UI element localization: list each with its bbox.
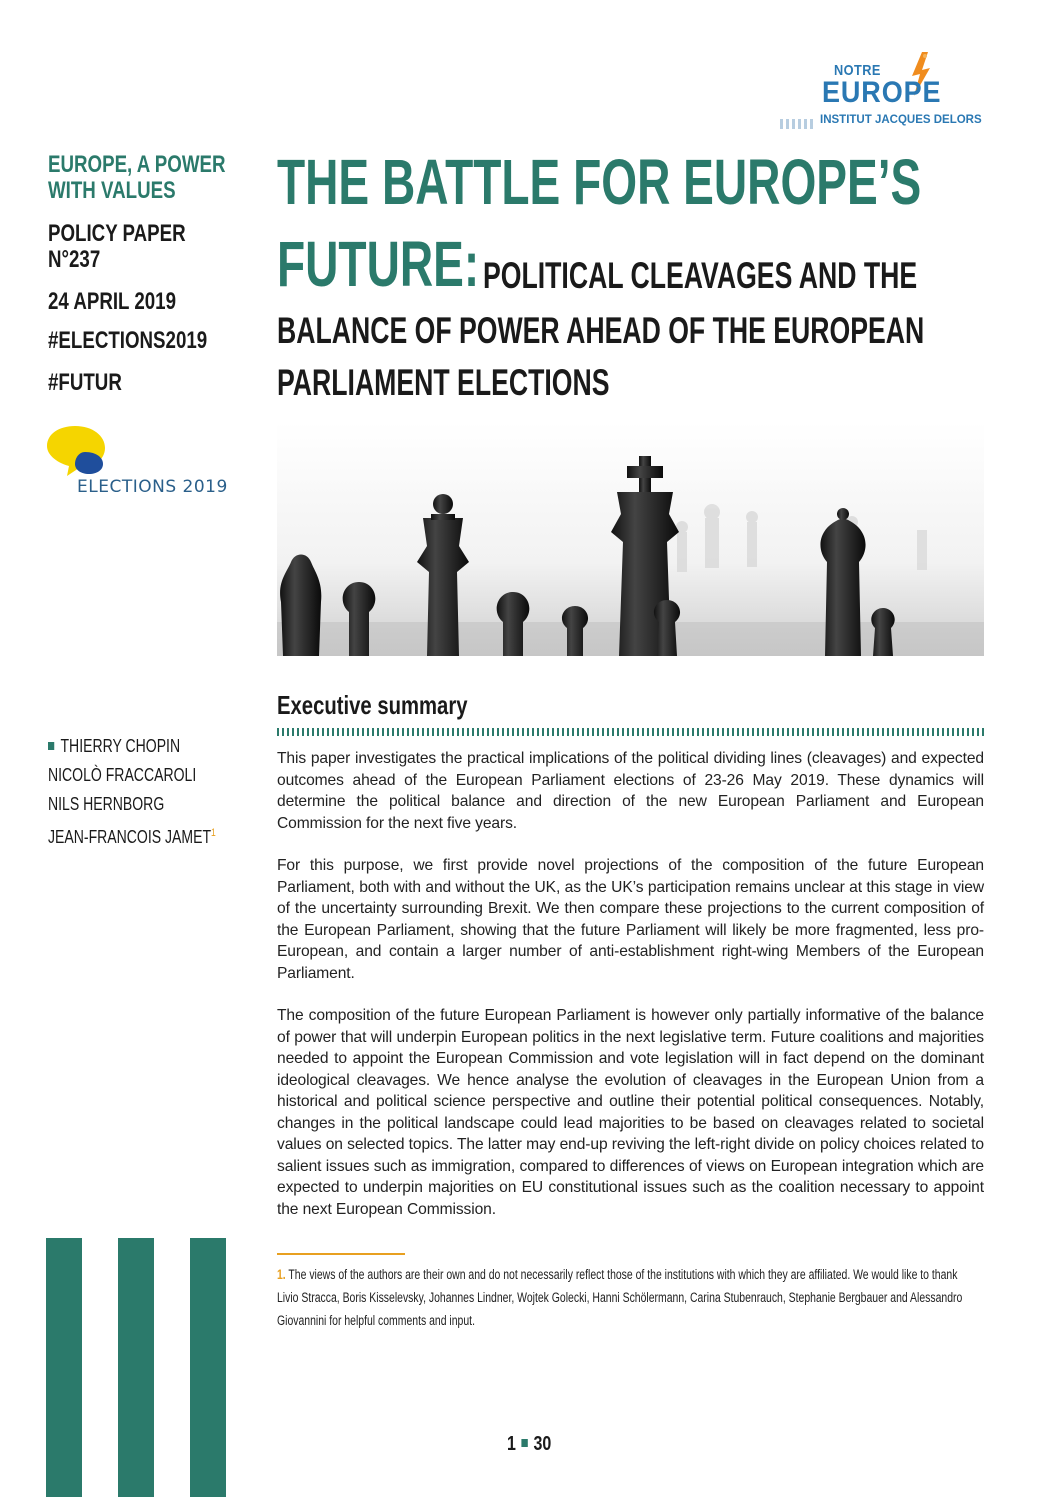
notre-europe-logo — [780, 50, 1030, 135]
footnote-rule — [277, 1253, 405, 1255]
summary-paragraph: This paper investigates the practical implications of the political dividing lines (cleavages) and expected outcomes ahead of the European Parliament elections of 23-26 May 2019. These dynamics will determine the political balance and direction of the new European Parliament and European Commission for the next five years. — [277, 750, 984, 832]
author-item: NICOLÒ FRACCAROLI — [48, 765, 197, 785]
chess-pieces-image — [277, 422, 984, 656]
title-line-2: FUTURE: — [277, 228, 480, 300]
author-item: NILS HERNBORG — [48, 794, 165, 814]
doc-type-line-2: N°237 — [48, 246, 101, 273]
page-number — [507, 1433, 551, 1456]
hashtag-elections: #ELECTIONS2019 — [48, 327, 208, 354]
footnote — [277, 1263, 979, 1332]
elections-2019-logo — [45, 424, 245, 504]
executive-summary-body — [277, 748, 984, 1241]
footnote-number: 1. — [277, 1267, 286, 1282]
author-list — [48, 732, 263, 848]
elections-label: ELECTIONS 2019 — [77, 477, 228, 497]
doc-type — [48, 221, 186, 273]
bullet-square-icon — [48, 742, 54, 750]
author-item: THIERRY CHOPIN — [48, 732, 216, 761]
subtitle-line-2: BALANCE OF POWER AHEAD OF THE EUROPEAN — [277, 310, 925, 351]
series-title — [48, 151, 226, 204]
publication-date: 24 APRIL 2019 — [48, 288, 177, 315]
series-line-1: EUROPE, A POWER — [48, 151, 226, 178]
dotted-divider — [277, 728, 984, 736]
logo-bars — [780, 116, 816, 134]
hashtag-futur: #FUTUR — [48, 369, 122, 396]
author-item: JEAN-FRANCOIS JAMET$^1$ — [48, 827, 216, 847]
page-total: 30 — [533, 1433, 552, 1455]
logo-europe: EUROPE — [822, 76, 942, 109]
doc-type-line-1: POLICY PAPER — [48, 220, 186, 247]
decorative-stripe — [118, 1238, 154, 1497]
footnote-mark: 1 — [211, 827, 216, 839]
summary-paragraph: The composition of the future European Parliament is however only partially informative of the balance of power that will underpin European politics in the next legislative term. Future coalitions and majorities needed to appoint the European Commission and vote legislation will in fact depend on the dominant ideological cleavages. We hence analyse the evolution of cleavages in the European Union from a historical and political science perspective and outline their potential political consequences. Notably, changes in the political landscape could lead majorities to be based on cleavages related to societal values on selected topics. The latter may end-up reviving the left-right divide on policy choices related to salient issues such as immigration, compared to differences of views on European integration which are expected to underpin majorities on EU constitutional issues such as the coalition necessary to appoint the next European Commission. — [277, 1007, 984, 1218]
subtitle-line-3: PARLIAMENT ELECTIONS — [277, 362, 610, 403]
page-current: 1 — [507, 1433, 516, 1455]
executive-summary-heading: Executive summary — [277, 690, 468, 720]
summary-paragraph: For this purpose, we first provide novel projections of the composition of the future European Parliament, both with and without the UK, as the UK’s participation remains unclear at this stage in view of the uncertainty surrounding Brexit. We then compare these projections to the current composition of the European Parliament, showing that the future Parliament will likely be more fragmented, less pro-European, and contain a larger number of anti-establishment right-wing Members of the European Parliament. — [277, 857, 984, 982]
logo-notre: NOTRE — [834, 62, 881, 79]
speech-bubble-icon — [45, 424, 115, 479]
page-separator-icon — [522, 1439, 528, 1447]
logo-institut: INSTITUT JACQUES DELORS — [820, 114, 982, 126]
subtitle-line-1: POLITICAL CLEAVAGES AND THE — [483, 255, 918, 296]
decorative-stripe — [190, 1238, 226, 1497]
decorative-stripe — [46, 1238, 82, 1497]
series-line-2: WITH VALUES — [48, 177, 176, 204]
title-line-1: THE BATTLE FOR EUROPE’S — [277, 146, 922, 218]
footnote-text: The views of the authors are their own and do not necessarily reflect those of the institutions with which they are affiliated. We would like to thank Livio Stracca, Boris Kisselevsky, Johannes Lindner, Wojtek Golecki, Hanni Schölermann, Carina Stubenrauch, Stephanie Bergbauer and Alessandro Giovannini for helpful comments and input. — [277, 1267, 963, 1328]
